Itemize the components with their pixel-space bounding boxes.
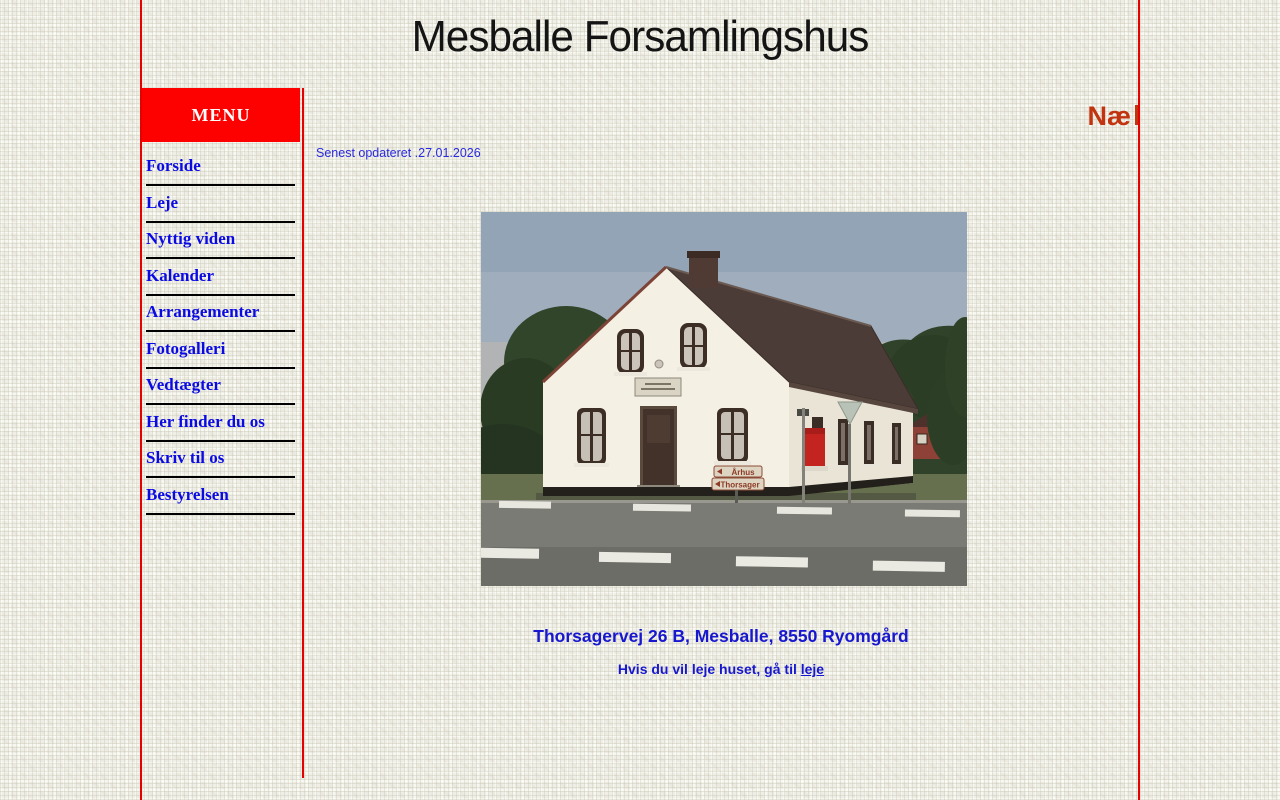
sidebar-item-her-finder-du-os[interactable] — [146, 412, 296, 449]
marquee — [306, 99, 1138, 133]
rent-leje-link[interactable]: leje — [800, 661, 825, 677]
rent-sentence-prefix: Hvis du vil leje huset, gå til — [617, 661, 801, 677]
sidebar-item-arrangementer-link[interactable]: Arrangementer — [146, 302, 260, 321]
sidebar-item-vedtaegter-link[interactable]: Vedtægter — [146, 375, 221, 394]
house-photo-svg — [481, 212, 967, 586]
menu-title-label: MENU — [191, 104, 251, 125]
sidebar-item-forside-link[interactable]: Forside — [146, 156, 201, 175]
marquee-text: Næ — [1087, 101, 1131, 131]
menu-header — [142, 88, 300, 142]
wall-plaque — [635, 378, 681, 396]
sidebar-item-bestyrelsen-link[interactable]: Bestyrelsen — [146, 484, 229, 504]
page-title: Mesballe Forsamlingshus — [411, 12, 869, 61]
road-sign-top-label: Århus — [731, 468, 755, 477]
road-sign-bottom-label: Thorsager — [720, 480, 760, 490]
sidebar-item-fotogalleri[interactable] — [146, 339, 296, 376]
rent-sentence — [303, 661, 1139, 677]
sidebar-item-nyttig-viden-link[interactable]: Nyttig viden — [146, 229, 236, 248]
sidebar-item-skriv-til-os[interactable] — [146, 448, 296, 485]
sidebar-item-kalender[interactable] — [146, 266, 296, 303]
chimney — [689, 254, 718, 288]
menu-divider — [146, 221, 295, 223]
sidebar-menu — [146, 156, 296, 521]
sidebar-item-bestyrelsen[interactable] — [146, 485, 296, 522]
menu-divider — [146, 476, 295, 478]
sidebar-item-leje[interactable] — [146, 193, 296, 230]
menu-divider — [146, 330, 295, 332]
sidebar-item-arrangementer[interactable] — [146, 302, 296, 339]
menu-divider — [146, 257, 295, 259]
sidebar-item-forside[interactable] — [146, 156, 296, 193]
sidebar-item-skriv-til-os-link[interactable]: Skriv til os — [146, 448, 225, 467]
sidebar-item-vedtaegter[interactable] — [146, 375, 296, 412]
sidebar-item-fotogalleri-link[interactable]: Fotogalleri — [146, 338, 226, 358]
sidebar-item-kalender-link[interactable]: Kalender — [146, 265, 214, 285]
last-updated-label: Senest opdateret .27.01.2026 — [316, 146, 481, 160]
menu-divider — [146, 403, 295, 405]
postbox — [801, 428, 828, 471]
menu-divider — [146, 513, 295, 515]
menu-divider — [146, 294, 295, 296]
sidebar-item-leje-link[interactable]: Leje — [146, 192, 179, 212]
menu-divider — [146, 440, 295, 442]
marquee-clipped-letter — [1135, 105, 1138, 125]
menu-divider — [146, 367, 295, 369]
photo-road — [481, 500, 967, 586]
right-page-rule — [1138, 0, 1140, 800]
front-door — [637, 406, 680, 490]
sidebar-item-her-finder-du-os-link[interactable]: Her finder du os — [146, 411, 265, 431]
house-photo — [481, 212, 967, 586]
sidebar-item-nyttig-viden[interactable] — [146, 229, 296, 266]
gable-vent — [655, 360, 663, 368]
menu-divider — [146, 184, 295, 186]
address-label: Thorsagervej 26 B, Mesballe, 8550 Ryomgård — [533, 626, 909, 646]
